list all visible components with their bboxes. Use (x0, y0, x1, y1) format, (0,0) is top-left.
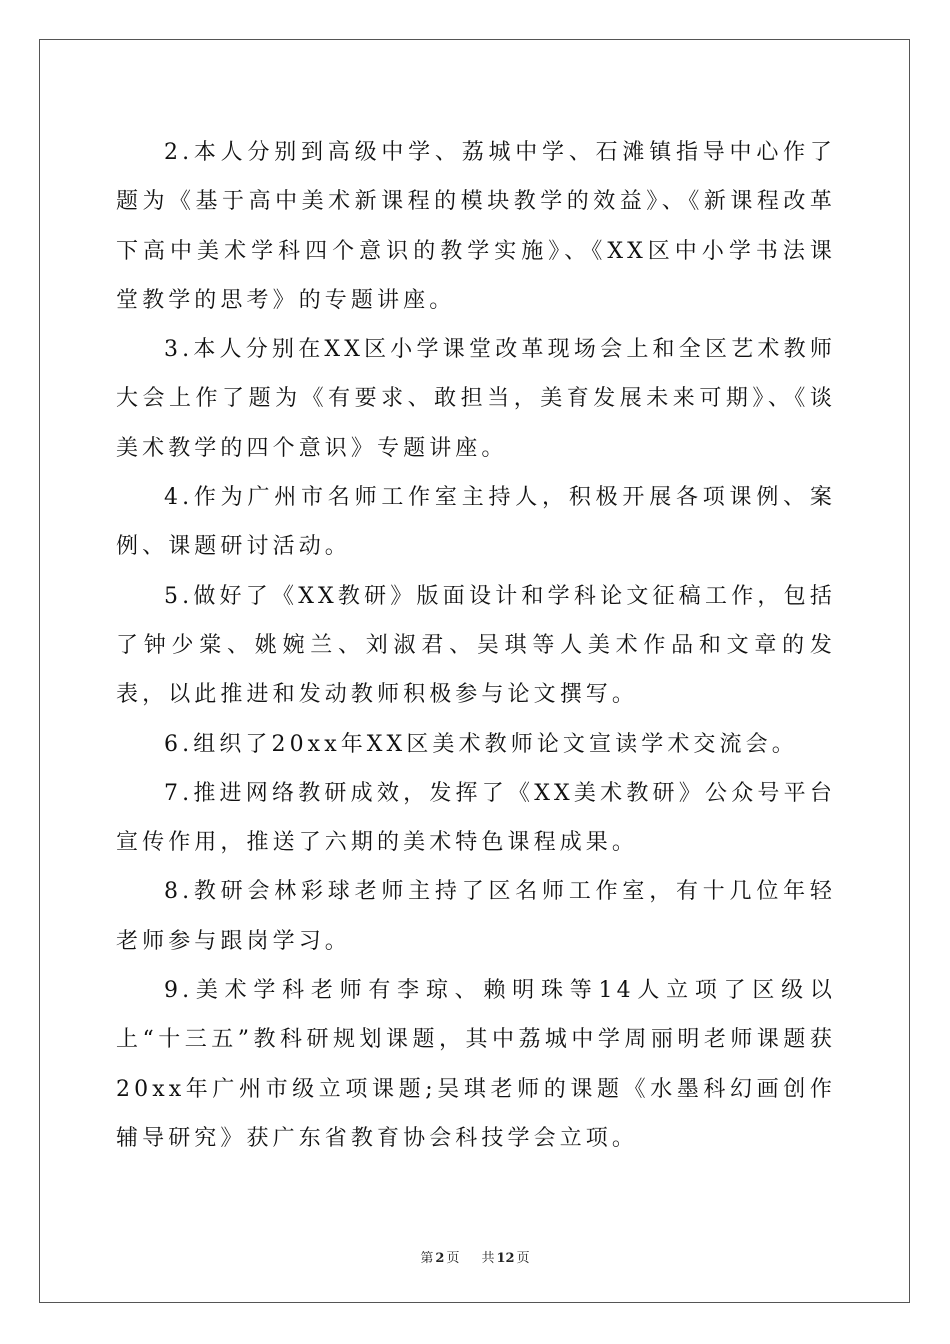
paragraph-item-6: 6.组织了20xx年XX区美术教师论文宣读学术交流会。 (164, 731, 798, 757)
paragraph-item-2: 2.本人分别到高级中学、荔城中学、石滩镇指导中心作了题为《基于高中美术新课程的模块教学的效益》、《新课程改革下高中美术学科四个意识的教学实施》、《XX区中小学书法课堂教学的思考》的专题讲座。 (116, 140, 836, 313)
paragraph-item-4: 4.作为广州市名师工作室主持人，积极开展各项课例、案例、课题研讨活动。 (116, 485, 836, 560)
paragraph-item-5: 5.做好了《XX教研》版面设计和学科论文征稿工作，包括了钟少棠、姚婉兰、刘淑君、吴琪等人美术作品和文章的发表，以此推进和发动教师积极参与论文撰写。 (116, 583, 836, 708)
page-total-prefix: 共 (481, 1251, 495, 1266)
page-footer (0, 1247, 950, 1266)
page-number-prefix: 第 (420, 1251, 434, 1266)
paragraph-item-3: 3.本人分别在XX区小学课堂改革现场会上和全区艺术教师大会上作了题为《有要求、敢担当，美育发展未来可期》、《谈美术教学的四个意识》专题讲座。 (116, 337, 836, 461)
page-total-suffix: 页 (516, 1251, 530, 1266)
page-number-current: 2 (435, 1251, 445, 1266)
document-body (116, 128, 836, 1163)
paragraph-item-7: 7.推进网络教研成效，发挥了《XX美术教研》公众号平台宣传作用，推送了六期的美术特色课程成果。 (116, 780, 836, 856)
paragraph-item-8: 8.教研会林彩球老师主持了区名师工作室，有十几位年轻老师参与跟岗学习。 (116, 879, 836, 954)
page-total-count: 12 (496, 1251, 515, 1266)
paragraph-item-9: 9.美术学科老师有李琼、赖明珠等14人立项了区级以上“十三五”教科研规划课题，其中荔城中学周丽明老师课题获20xx年广州市级立项课题;吴琪老师的课题《水墨科幻画创作辅导研究》获广东省教育协会科技学会立项。 (116, 978, 836, 1151)
page-number-suffix: 页 (446, 1251, 460, 1266)
